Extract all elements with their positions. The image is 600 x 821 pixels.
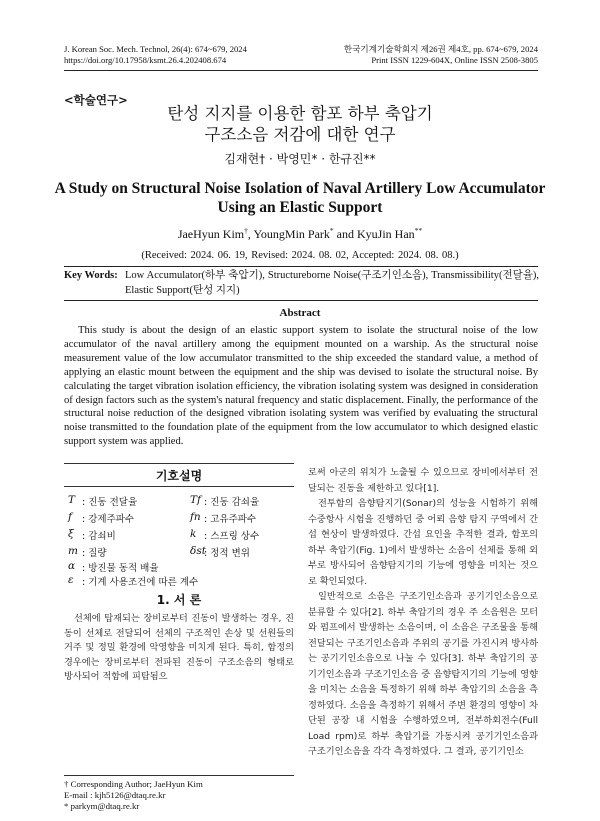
symbol: δst <box>190 545 206 557</box>
symbol-definition: : 감쇠비 <box>82 531 116 542</box>
author-3-mark: ** <box>414 226 423 235</box>
keywords-label: Key Words: <box>64 270 118 281</box>
symbol-definition: : 강제주파수 <box>82 514 135 525</box>
symbol-definition: : 질량 <box>82 548 107 559</box>
author-2-mark: * <box>329 226 334 235</box>
keywords-top-rule <box>64 266 538 267</box>
author-1: JaeHyun Kim <box>177 227 245 241</box>
korean-title-line1: 탄성 지지를 이용한 함포 하부 축압기 <box>167 104 433 123</box>
issn-info: Print ISSN 1229-604X, Online ISSN 2508-3805 <box>371 55 538 65</box>
body-paragraph: 로써 아군의 위치가 노출될 수 있으므로 장비에서부터 전달되는 진동을 제한하고 있다[1]. <box>308 467 538 494</box>
symbol: T <box>68 494 76 506</box>
korean-authors: 김재현† · 박영민* · 한규진** <box>224 152 376 166</box>
nomenclature-row <box>64 574 294 591</box>
article-category: <학술연구> <box>64 93 128 107</box>
symbol-definition: : 기계 사용조건에 따른 계수 <box>82 577 199 588</box>
symbol: ε <box>68 574 74 586</box>
symbol: ξ <box>68 528 74 540</box>
header-divider <box>64 70 538 71</box>
submission-dates: (Received: 2024. 06. 19, Revised: 2024. 08. 02, Accepted: 2024. 08. 08.) <box>141 250 459 261</box>
footnote-rule <box>64 775 294 776</box>
symbol-definition: : 진동 감쇠율 <box>204 497 260 508</box>
nomenclature-row <box>64 494 294 511</box>
symbol: α <box>68 560 76 572</box>
body-paragraph: 전투함의 음향탐지기(Sonar)의 성능을 시험하기 위해 수중항사 시험을 진행하던 중 어뢰 음향 탐지 구역에서 간섭 현상이 발생하였다. 간섭 요인을 추적한 결과, 함포의 하부 축압기(Fig. 1)에서 발생하는 소음이 선체를 통해 외부로 방사되어 음향탐지기의 기능에 영향을 미치는 것으로 확인되었다. <box>308 498 538 587</box>
section-1-title: 1. 서 론 <box>156 593 202 607</box>
author-3: KyuJin Han <box>357 227 415 241</box>
symbol: Tf <box>190 494 201 506</box>
symbol-definition: : 방진물 동적 배율 <box>82 563 159 574</box>
symbol-definition: : 스프링 상수 <box>204 531 260 542</box>
abstract-body: This study is about the design of an elastic support system to isolate the structural noise of the low accumulator of the naval artillery among the equipment mounted on a warship. As the structural noise measurement value of the low accumulator transmitted to the ship exceeded the standard value, a method of applying an elastic mount between the equipment and the ship was devised to isolate the structural noise. By calculating the target vibration isolation efficiency, the vibration isolating system was designed in consideration of design factors such as the system's natural frequency and static displacement. Finally, the performance of the structural noise reduction of the designed vibration isolating system was verified by evaluating the structural noise transmitted to the foundation plate of the equipment from the low accumulator to which designed elastic support system was applied. <box>64 325 538 448</box>
author-2: YoungMin Park <box>253 227 330 241</box>
keywords-text: Low Accumulator(하부 축압기), Structureborne Noise(구조기인소음), Transmissibility(전달율), Elastic Support(탄성 지지) <box>125 270 539 296</box>
symbol-definition: : 진동 전달율 <box>82 497 138 508</box>
symbol-definition: : 고유주파수 <box>204 514 257 525</box>
keywords-bottom-rule <box>64 300 538 301</box>
author-separator-2: and <box>333 227 357 241</box>
symbol: m <box>68 545 78 557</box>
footnote-coauthor-email: * parkym@dtaq.re.kr <box>64 801 140 811</box>
english-title-line1: A Study on Structural Noise Isolation of Naval Artillery Low Accumulator <box>54 180 546 197</box>
footnote-email: E-mail : kjh5126@dtaq.re.kr <box>64 790 166 800</box>
symbol: f <box>68 511 72 523</box>
korean-title-line2: 구조소음 저감에 대한 연구 <box>204 125 396 144</box>
section-1-body-left: 선체에 탑재되는 장비로부터 진동이 발생하는 경우, 진동이 선체로 전달되어 선체의 구조적인 손상 및 선원들의 거주 및 정밀 환경에 악영향을 미치게 된다. 특히, 함정의 경우에는 장비로부터 전파된 진동이 구조소음의 형태로 방사되어 적함에 피탐됨으 <box>64 613 294 683</box>
journal-header-left <box>64 44 247 66</box>
author-separator-1: , <box>247 227 254 241</box>
nomenclature-row <box>64 511 294 528</box>
body-paragraph: 일반적으로 소음은 구조기인소음과 공기기인소음으로 분류할 수 있다[2]. 하부 축압기의 경우 주 소음원은 모터와 펌프에서 발생하는 소음이며, 이 소음은 구조물을 통해 전달되는 구조기인소음과 주위의 공기를 가진시켜 방사하는 공기기인소음으로 나눌 수 있다[3]. 하부 축압기의 공기기인소음과 구조기인소음 중 음향탐지기의 기능에 영향을 미치는 소음을 특정하기 위해 하부 축압기의 소음을 측정하였다. 소음을 측정하기 위해서 주변 환경의 영향이 차단된 공장 내 시험을 수행하였으며, 전부하회전수(Full Load rpm)로 하부 축압기를 가동시켜 공기기인소음과 구조기인소음을 각각 측정하였다. 그 결과, 공기기인소 <box>308 591 538 757</box>
journal-header-right <box>344 44 538 66</box>
symbol-definition: : 정적 변위 <box>204 548 250 559</box>
journal-citation-korean: 한국기계기술학회지 제26권 제4호, pp. 674~679, 2024 <box>343 44 538 54</box>
journal-citation: J. Korean Soc. Mech. Technol, 26(4): 674~679, 2024 <box>64 44 247 54</box>
english-title-line2: Using an Elastic Support <box>217 199 383 216</box>
abstract-title: Abstract <box>279 307 321 319</box>
nomenclature-bottom-rule <box>64 486 294 487</box>
doi-link[interactable]: https://doi.org/10.17958/ksmt.26.4.202408.674 <box>64 55 227 65</box>
english-authors <box>0 226 600 242</box>
symbol: k <box>190 528 197 540</box>
nomenclature-top-rule <box>64 463 294 464</box>
author-1-mark: † <box>244 226 248 235</box>
footnote-corresponding-author: † Corresponding Author; JaeHyun Kim <box>64 779 203 789</box>
nomenclature-row <box>64 528 294 545</box>
symbol: fn <box>190 511 201 523</box>
section-1-body-right <box>308 465 538 760</box>
nomenclature-title: 기호설명 <box>155 469 203 483</box>
